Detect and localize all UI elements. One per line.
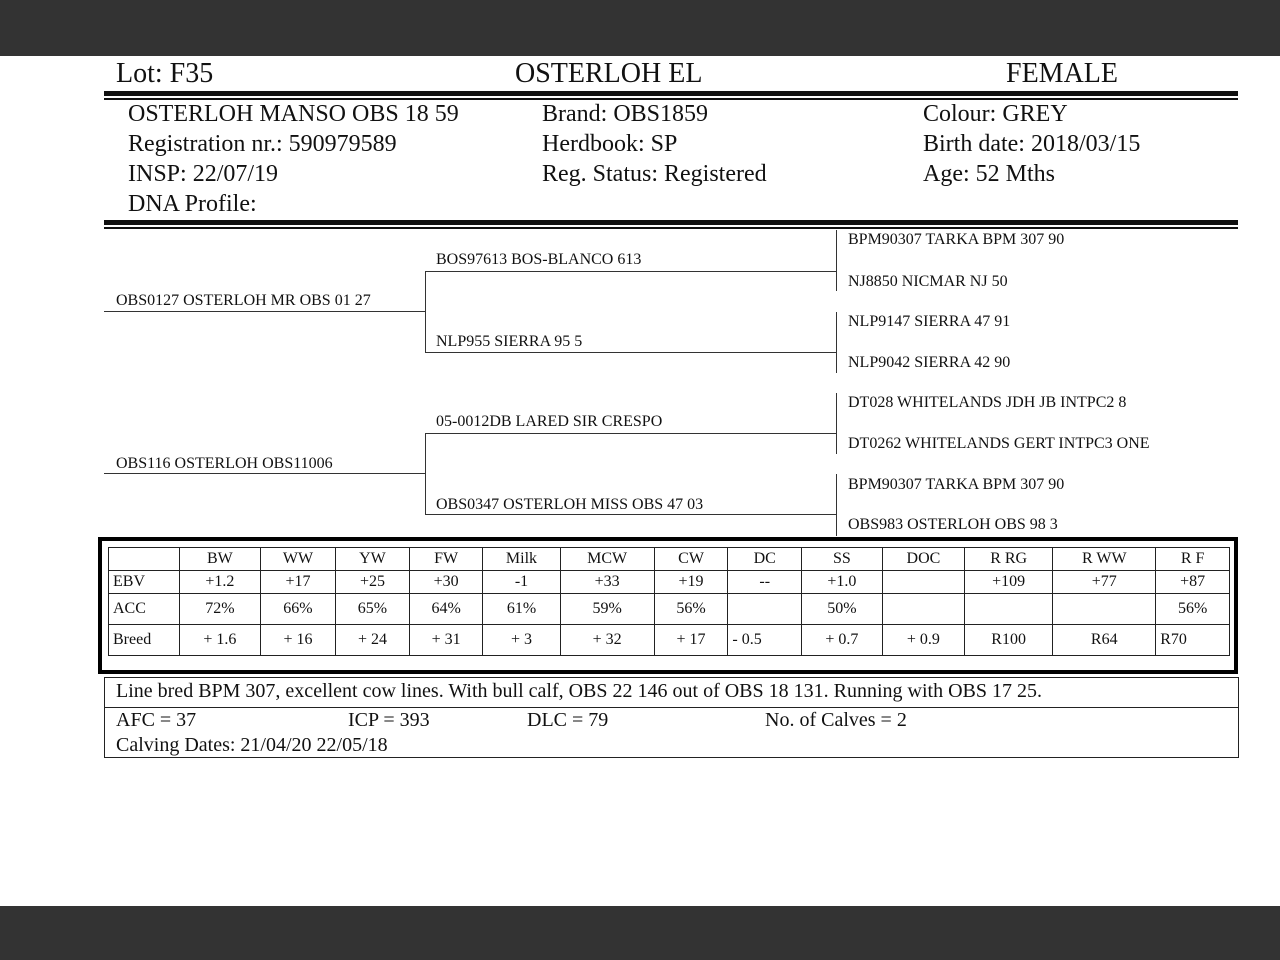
table-cell: + 31: [409, 625, 483, 656]
row-label: EBV: [109, 571, 180, 594]
table-cell: + 0.7: [802, 625, 883, 656]
comments-text: Line bred BPM 307, excellent cow lines. With bull calf, OBS 22 146 out of OBS 18 131. Running with OBS 17 25.: [116, 680, 1043, 702]
sire: OBS0127 OSTERLOH MR OBS 01 27: [116, 292, 371, 309]
calving-box: [104, 707, 1239, 758]
lot-number: Lot: F35: [116, 58, 214, 89]
top-border: [0, 0, 1280, 56]
table-cell: 66%: [260, 594, 335, 625]
number-of-calves: No. of Calves = 2: [765, 709, 907, 731]
table-cell: +30: [409, 571, 483, 594]
table-cell: +87: [1156, 571, 1230, 594]
table-cell: [728, 594, 802, 625]
pedigree-line: [425, 271, 836, 272]
comments-box: [104, 677, 1239, 708]
table-cell: R100: [965, 625, 1053, 656]
table-cell: 56%: [1156, 594, 1230, 625]
table-cell: 59%: [560, 594, 654, 625]
header-cell: YW: [336, 548, 410, 571]
table-cell: R64: [1053, 625, 1156, 656]
header-cell: WW: [260, 548, 335, 571]
table-cell: + 3: [483, 625, 560, 656]
table-cell: [882, 571, 964, 594]
colour: Colour: GREY: [923, 101, 1068, 127]
ebv-table: [108, 547, 1230, 656]
herd-prefix: OSTERLOH EL: [515, 58, 703, 89]
table-cell: 65%: [336, 594, 410, 625]
herdbook: Herdbook: SP: [542, 131, 678, 157]
header-cell: [109, 548, 180, 571]
table-cell: - 0.5: [728, 625, 802, 656]
row-label: Breed: [109, 625, 180, 656]
table-cell: +19: [654, 571, 728, 594]
table-row: [109, 625, 1230, 656]
great-grandparent: OBS983 OSTERLOH OBS 98 3: [848, 516, 1058, 533]
afc: AFC = 37: [116, 709, 197, 731]
header-cell: DC: [728, 548, 802, 571]
pedigree-line: [425, 271, 426, 353]
table-cell: + 17: [654, 625, 728, 656]
dam-dam: OBS0347 OSTERLOH MISS OBS 47 03: [436, 496, 704, 513]
table-cell: +1.2: [180, 571, 261, 594]
calving-dates: Calving Dates: 21/04/20 22/05/18: [116, 734, 388, 756]
pedigree-line: [836, 230, 837, 291]
birth-date: Birth date: 2018/03/15: [923, 131, 1141, 157]
header-cell: DOC: [882, 548, 964, 571]
row-label: ACC: [109, 594, 180, 625]
pedigree-line: [836, 312, 837, 373]
brand: Brand: OBS1859: [542, 101, 709, 127]
pedigree-line: [836, 393, 837, 454]
table-cell: [1053, 594, 1156, 625]
table-row: [109, 571, 1230, 594]
header-rule-thin: [104, 98, 1238, 100]
header-cell: SS: [802, 548, 883, 571]
pedigree-line: [425, 433, 426, 515]
info-rule-thin: [104, 227, 1238, 229]
table-cell: 61%: [483, 594, 560, 625]
pedigree-line: [425, 514, 836, 515]
great-grandparent: NLP9147 SIERRA 47 91: [848, 313, 1011, 330]
table-cell: + 16: [260, 625, 335, 656]
pedigree-line: [104, 311, 425, 312]
pedigree-line: [425, 433, 836, 434]
great-grandparent: DT028 WHITELANDS JDH JB INTPC2 8: [848, 394, 1127, 411]
icp: ICP = 393: [348, 709, 430, 731]
table-cell: 72%: [180, 594, 261, 625]
table-cell: + 0.9: [882, 625, 964, 656]
table-cell: [965, 594, 1053, 625]
great-grandparent: DT0262 WHITELANDS GERT INTPC3 ONE: [848, 435, 1150, 452]
great-grandparent: BPM90307 TARKA BPM 307 90: [848, 231, 1065, 248]
table-cell: R70: [1156, 625, 1230, 656]
table-cell: + 32: [560, 625, 654, 656]
table-cell: 56%: [654, 594, 728, 625]
great-grandparent: NJ8850 NICMAR NJ 50: [848, 273, 1008, 290]
table-cell: 50%: [802, 594, 883, 625]
animal-name: OSTERLOH MANSO OBS 18 59: [128, 101, 459, 127]
age: Age: 52 Mths: [923, 161, 1055, 187]
table-header-row: [109, 548, 1230, 571]
header-cell: BW: [180, 548, 261, 571]
header-cell: CW: [654, 548, 728, 571]
great-grandparent: NLP9042 SIERRA 42 90: [848, 354, 1011, 371]
sire-sire: BOS97613 BOS-BLANCO 613: [436, 251, 642, 268]
table-cell: 64%: [409, 594, 483, 625]
header-cell: R RG: [965, 548, 1053, 571]
registration-number: Registration nr.: 590979589: [128, 131, 397, 157]
header-cell: R F: [1156, 548, 1230, 571]
pedigree-line: [425, 352, 836, 353]
dlc: DLC = 79: [527, 709, 609, 731]
header-cell: FW: [409, 548, 483, 571]
table-cell: +77: [1053, 571, 1156, 594]
table-cell: +33: [560, 571, 654, 594]
table-cell: + 24: [336, 625, 410, 656]
inspection-date: INSP: 22/07/19: [128, 161, 279, 187]
table-cell: +1.0: [802, 571, 883, 594]
pedigree-line: [836, 474, 837, 536]
sex-label: FEMALE: [1006, 58, 1118, 89]
table-cell: -1: [483, 571, 560, 594]
great-grandparent: BPM90307 TARKA BPM 307 90: [848, 476, 1065, 493]
dam: OBS116 OSTERLOH OBS11006: [116, 455, 333, 472]
pedigree-line: [104, 473, 425, 474]
info-rule-thick: [104, 220, 1238, 225]
header-cell: MCW: [560, 548, 654, 571]
dam-sire: 05-0012DB LARED SIR CRESPO: [436, 413, 663, 430]
table-cell: + 1.6: [180, 625, 261, 656]
table-cell: [882, 594, 964, 625]
bottom-border: [0, 906, 1280, 960]
table-cell: +25: [336, 571, 410, 594]
header-cell: Milk: [483, 548, 560, 571]
dna-profile: DNA Profile:: [128, 191, 257, 217]
table-row: [109, 594, 1230, 625]
header-rule-thick: [104, 91, 1238, 96]
sire-dam: NLP955 SIERRA 95 5: [436, 333, 583, 350]
table-cell: +17: [260, 571, 335, 594]
table-cell: +109: [965, 571, 1053, 594]
header-cell: R WW: [1053, 548, 1156, 571]
reg-status: Reg. Status: Registered: [542, 161, 767, 187]
table-cell: --: [728, 571, 802, 594]
